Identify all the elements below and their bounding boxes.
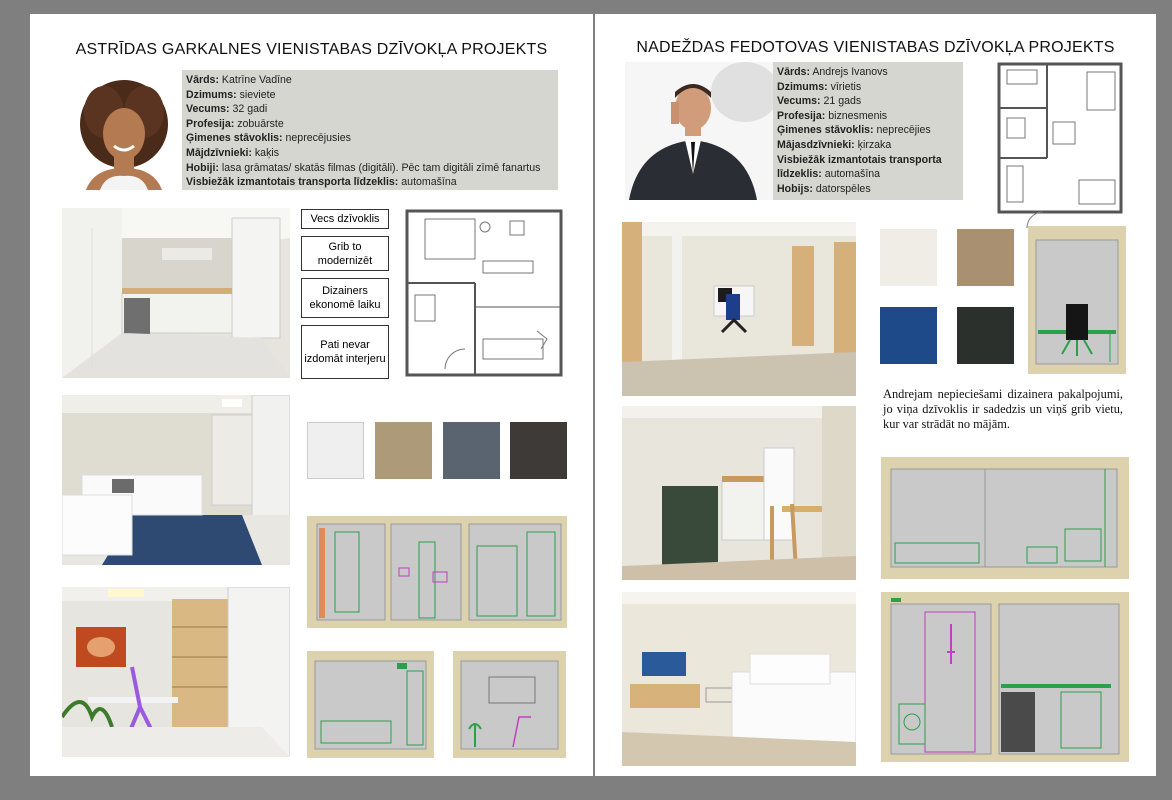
profile-line: Vecums: 21 gads <box>777 95 862 108</box>
profile-line: Mājasdzīvnieki: ķirzaka <box>777 138 892 151</box>
render-tv-living <box>622 592 856 766</box>
floor-plan-right <box>997 62 1123 230</box>
right-page <box>595 14 1156 776</box>
client-portrait-man <box>625 62 773 200</box>
elevation-drawing <box>307 516 567 628</box>
profile-line: Ģimenes stāvoklis: neprecējies <box>777 124 931 137</box>
color-swatch <box>510 422 567 479</box>
tag-old-apartment: Vecs dzīvoklis <box>301 209 389 229</box>
client-need-description: Andrejam nepieciešami dizainera pakalpojumi, jo viņa dzīvoklis ir sadedzis un viņš grib vietu, kur var strādāt no mājām. <box>883 387 1123 431</box>
right-page-title: NADEŽDAS FEDOTOVAS VIENISTABAS DZĪVOKĻA PROJEKTS <box>636 39 1115 56</box>
profile-line: Visbiežāk izmantotais transporta līdzeklis: automašīna <box>777 153 942 181</box>
left-page-title: ASTRĪDAS GARKALNES VIENISTABAS DZĪVOKĻA PROJEKTS <box>75 41 548 58</box>
tag-wants-modernize: Grib to modernizēt <box>301 236 389 271</box>
elevation-drawing <box>881 592 1129 762</box>
profile-line: Vecums: 32 gadi <box>186 103 268 116</box>
profile-line: Visbiežāk izmantotais transporta līdzeklis: automašīna <box>186 176 457 189</box>
left-page <box>30 14 593 776</box>
client-portrait-woman <box>64 72 184 190</box>
tag-designer-saves-time: Dizainers ekonomē laiku <box>301 278 389 318</box>
tag-cannot-invent-interior: Pati nevar izdomāt interjeru <box>301 325 389 379</box>
color-swatch <box>375 422 432 479</box>
profile-line: Dzimums: vīrietis <box>777 80 862 93</box>
color-swatch <box>880 307 937 364</box>
render-kitchen <box>62 208 290 378</box>
elevation-drawing <box>881 457 1129 579</box>
render-kitchen-dining <box>622 406 856 580</box>
elevation-drawing <box>307 651 434 758</box>
profile-line: Vārds: Andrejs Ivanovs <box>777 66 888 78</box>
profile-line: Mājdzīvnieki: kaķis <box>186 146 280 159</box>
profile-line: Profesija: zobuārste <box>186 117 284 130</box>
render-living-room <box>62 395 290 565</box>
profile-line: Hobijs: datorspēles <box>777 182 871 195</box>
color-swatch <box>957 307 1014 364</box>
profile-line: Dzimums: sieviete <box>186 88 276 101</box>
profile-line: Vārds: Katrīne Vadīne <box>186 74 292 86</box>
profile-line: Hobiji: lasa grāmatas/ skatās filmas (digitāli). Pēc tam digitāli zīmē fanartus <box>186 161 541 174</box>
render-home-office <box>622 222 856 396</box>
color-swatch <box>880 229 937 286</box>
elevation-drawing <box>1028 226 1126 374</box>
floor-plan-left <box>405 209 563 377</box>
profile-line: Profesija: biznesmenis <box>777 109 888 122</box>
render-workspace <box>62 587 290 757</box>
client-profile-right <box>773 62 963 200</box>
elevation-drawing <box>453 651 566 758</box>
color-swatch <box>443 422 500 479</box>
color-swatch <box>307 422 364 479</box>
client-profile-left <box>182 70 558 190</box>
profile-line: Ģimenes stāvoklis: neprecējusies <box>186 132 351 145</box>
color-swatch <box>957 229 1014 286</box>
